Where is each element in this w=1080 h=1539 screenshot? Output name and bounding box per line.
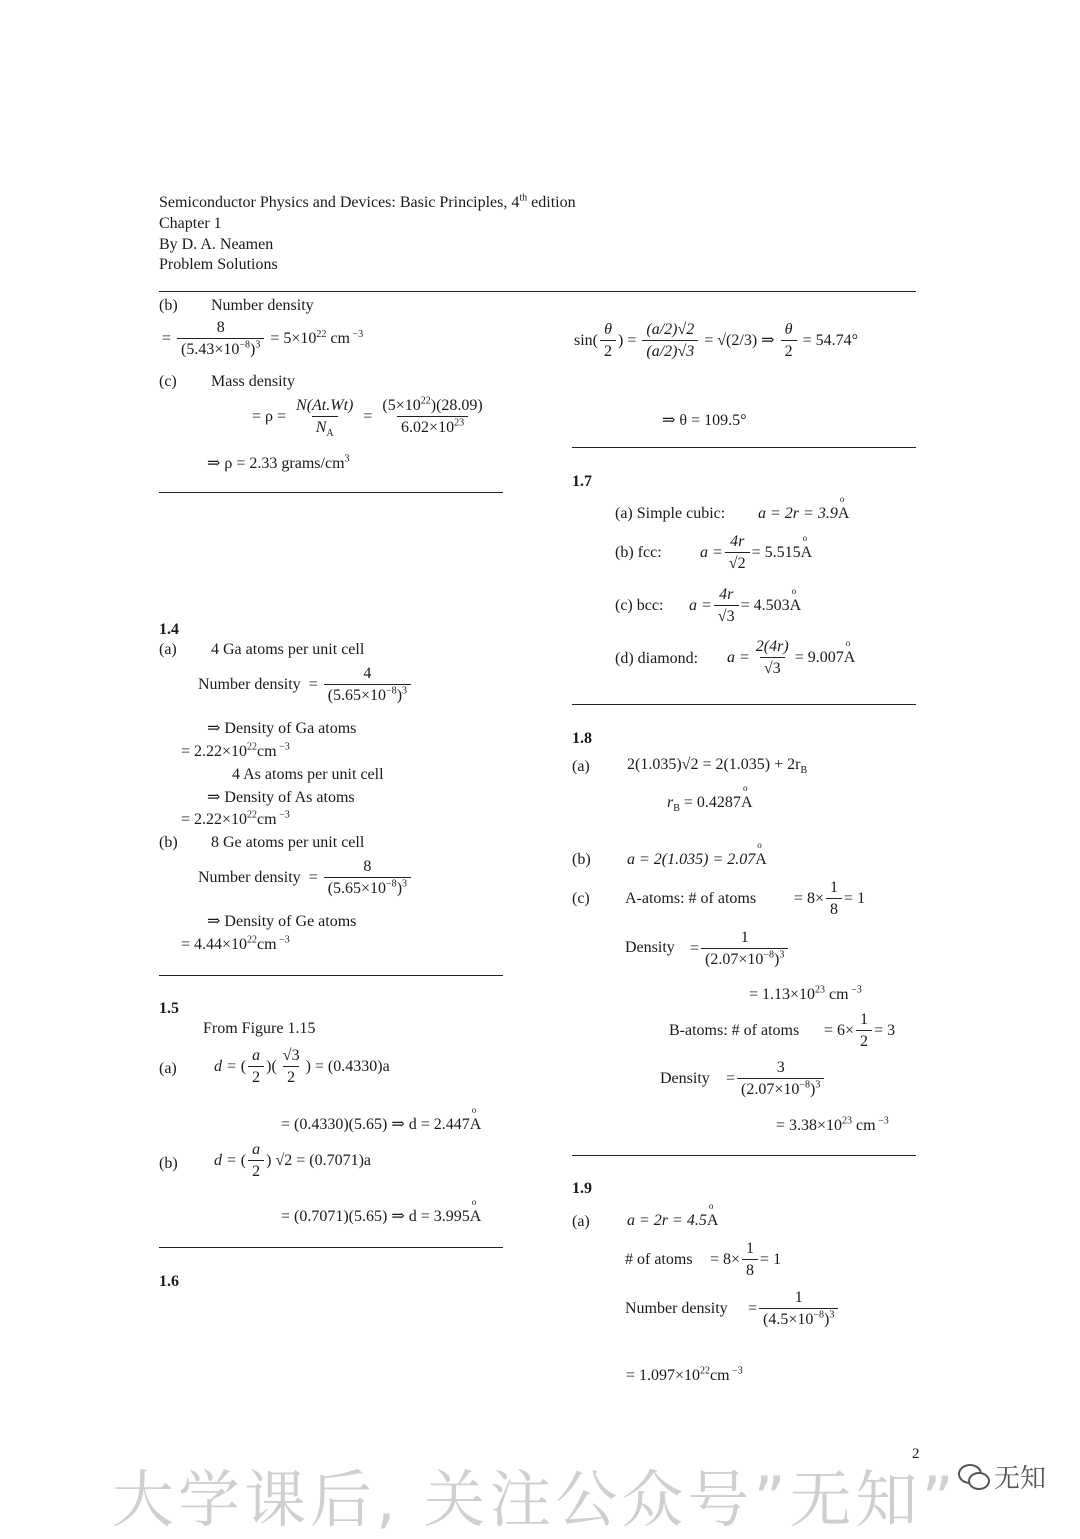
mass-density-result: ⇒ ρ = 2.33 grams/$cm^3$ (207, 453, 350, 472)
part-c-label: (c) (572, 890, 590, 907)
lattice-equation: a = 2(1.035) = 2.07o A (627, 851, 767, 869)
diamond-equation: a = $\frac{2(4r)}{√3}$ = 9.007o A (727, 637, 855, 680)
density-label: Density (660, 1070, 710, 1087)
distance-b-equation: d = ( $\frac{a}{2}$ ) √2 = (0.7071)a (214, 1140, 371, 1183)
b-density-fraction: = $\frac{3}{(2.07\times 10^{-8})^3}$ (726, 1058, 826, 1101)
part-b-label: (b) (159, 1155, 178, 1172)
ge-number-density: Number density = $\frac{8}{(5.65\times 10^{-8})^3}$ (198, 857, 413, 900)
lattice-constant-equation: a = 2r = 4.5o A (627, 1212, 718, 1230)
problem-1-6-heading: 1.6 (159, 1273, 179, 1290)
simple-cubic-label: (a) Simple cubic: (615, 505, 726, 522)
b-atoms-equation: = 6× $\frac{1}{2}$ = 3 (824, 1010, 895, 1053)
wechat-icon (958, 1464, 988, 1490)
atoms-count-label: # of atoms (625, 1251, 693, 1268)
book-title: Semiconductor Physics and Devices: Basic Principles, 4th edition (159, 192, 576, 211)
problem-1-5-heading: 1.5 (159, 1000, 179, 1017)
divider (572, 704, 916, 705)
problem-1-8-heading: 1.8 (572, 730, 592, 747)
ge-density-implication: ⇒ Density of Ge atoms (207, 913, 357, 930)
part-b-label: (b) (572, 851, 591, 868)
as-atoms-text: 4 As atoms per unit cell (232, 766, 384, 783)
ga-atoms-text: 4 Ga atoms per unit cell (211, 641, 365, 658)
ga-number-density: Number density = $\frac{4}{(5.65\times 10^{-8})^3}$ (198, 664, 413, 707)
divider (572, 447, 916, 448)
fcc-label: (b) fcc: (615, 544, 662, 561)
part-a-label: (a) (159, 1060, 177, 1077)
bcc-equation: a = $\frac{4r}{√3}$ = 4.503o A (689, 585, 801, 628)
ge-atoms-text: 8 Ge atoms per unit cell (211, 834, 365, 851)
part-a-label: (a) (159, 641, 177, 658)
a-atoms-label: A-atoms: # of atoms (625, 890, 757, 907)
number-density-label: Number density (625, 1300, 728, 1317)
part-b-label: (b) (159, 297, 178, 314)
part-a-label: (a) (572, 1213, 590, 1230)
b-atoms-label: B-atoms: # of atoms (669, 1022, 800, 1039)
problem-1-9-heading: 1.9 (572, 1180, 592, 1197)
radius-result: $r_B = 0.4287o$ A (667, 794, 753, 812)
as-density-value: = $2.22\times 10^{22}cm$ $^{-3}$ (181, 809, 290, 828)
divider (159, 975, 503, 976)
divider (159, 1247, 503, 1248)
ge-density-value: = $4.44\times 10^{22}cm$ $^{-3}$ (181, 934, 290, 953)
badge-label: 无知 (994, 1464, 1047, 1494)
from-figure-text: From Figure 1.15 (203, 1020, 316, 1037)
as-density-implication: ⇒ Density of As atoms (207, 789, 355, 806)
divider (572, 1155, 916, 1156)
atoms-count-equation: = 8× $\frac{1}{8}$ = 1 (710, 1239, 781, 1282)
mass-density-label: Mass density (211, 373, 295, 390)
watermark-text: 大学课后, 关注公众号”无知” (112, 1463, 958, 1536)
bcc-label: (c) bcc: (615, 597, 664, 614)
a-density-value: = $1.13\times 10^{23}$ cm $^{-3}$ (749, 984, 862, 1003)
problem-1-7-heading: 1.7 (572, 473, 592, 490)
part-b-label: (b) (159, 834, 178, 851)
author-label: By D. A. Neamen (159, 236, 274, 253)
wechat-badge (958, 1458, 1046, 1495)
part-a-label: (a) (572, 758, 590, 775)
angle-result: ⇒ θ = 109.5° (662, 412, 747, 429)
angle-equation: sin( $\frac{\theta}{2}$ ) = $\frac{(a/2)√2}{(a/2)√3}$ = √(2/3) ⇒ $\frac{\theta}{2}$ = 54.74° (574, 320, 858, 363)
simple-cubic-equation: a = 2r = 3.9o A (758, 505, 849, 523)
number-density-value: = $1.097\times 10^{22}cm$ $^{-3}$ (626, 1365, 743, 1384)
divider (159, 492, 503, 493)
a-atoms-equation: = 8× $\frac{1}{8}$ = 1 (794, 878, 865, 921)
number-density-fraction: = $\frac{1}{(4.5\times 10^{-8})^3}$ (748, 1288, 840, 1331)
fcc-equation: a = $\frac{4r}{√2}$ = 5.515o A (700, 532, 812, 575)
part-c-label: (c) (159, 373, 177, 390)
page-number: 2 (912, 1446, 920, 1462)
distance-b-result: = (0.7071)(5.65) ⇒ d = 3.995o A (281, 1206, 481, 1226)
subtitle-label: Problem Solutions (159, 256, 278, 273)
distance-a-result: = (0.4330)(5.65) ⇒ d = 2.447o A (281, 1114, 481, 1134)
distance-a-equation: d = ( $\frac{a}{2}$ )( $\frac{√3}{2}$ ) = (0.4330)a (214, 1046, 390, 1089)
b-density-value: = $3.38\times 10^{23}$ cm $^{-3}$ (776, 1115, 889, 1134)
diamond-label: (d) diamond: (615, 650, 699, 667)
chapter-label: Chapter 1 (159, 215, 222, 232)
a-density-fraction: = $\frac{1}{(2.07\times 10^{-8})^3}$ (690, 928, 790, 971)
problem-1-4-heading: 1.4 (159, 621, 179, 638)
density-label: Density (625, 939, 675, 956)
radius-equation: $2(1.035)√2 = 2(1.035) + 2r_B$ (627, 756, 808, 777)
ga-density-implication: ⇒ Density of Ga atoms (207, 720, 357, 737)
ga-density-value: = $2.22\times 10^{22}cm$ $^{-3}$ (181, 741, 290, 760)
header-divider (159, 291, 916, 292)
mass-density-equation: = ρ = $\frac{N(At.Wt)}{N_A}$ = $\frac{(5\times 10^{22})(28.09)}{6.02\times 10^{23}}$ (252, 395, 483, 440)
number-density-label: Number density (211, 297, 314, 314)
number-density-equation: = $\frac{8}{(5.43\times 10^{-8})^3}$ = $5\times 10^{22}$ cm $^{-3}$ (162, 318, 363, 361)
